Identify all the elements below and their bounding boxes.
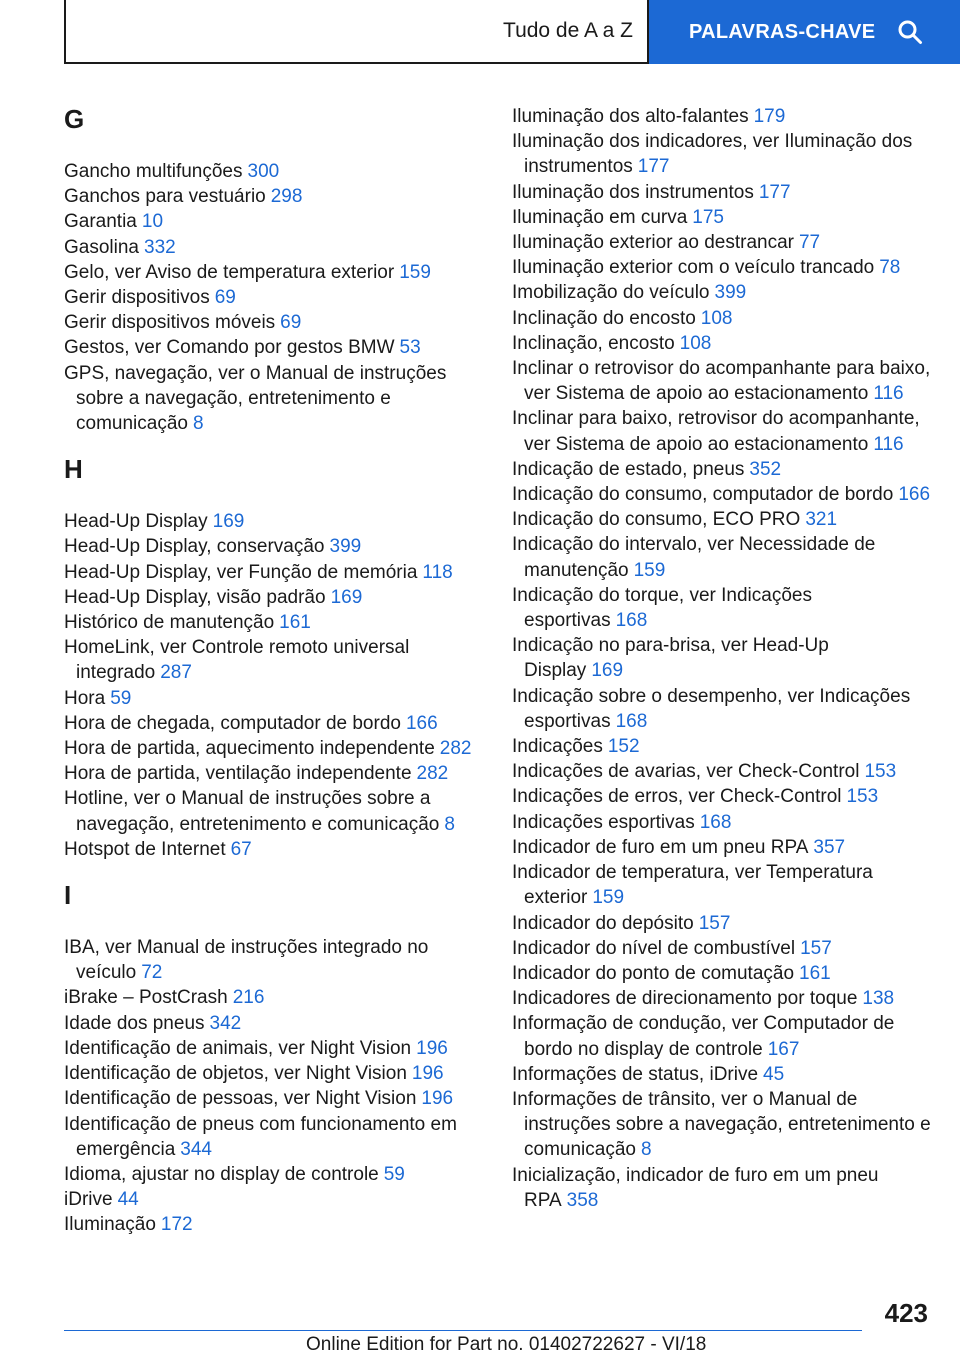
index-entry [64,610,484,635]
page-link[interactable]: 300 [247,161,280,182]
page-link[interactable]: 153 [846,786,879,808]
page-link[interactable]: 282 [416,763,449,785]
index-entry-text: Hora de partida, ventilação independente [64,763,412,785]
page-number: 423 [884,1298,928,1328]
index-entry [64,235,484,260]
index-entry [64,560,484,585]
index-entry [512,1062,932,1087]
index-entry-text: Hotspot de Internet [64,838,226,860]
index-entry-text: Iluminação exterior com o veículo trancado [512,257,875,279]
index-entry [64,509,484,534]
index-entry-text: Indicador de furo em um pneu RPA [512,836,809,858]
index-entry [512,784,932,809]
page-link[interactable]: 69 [214,287,236,309]
page-link[interactable]: 342 [209,1012,242,1034]
index-entry [64,335,484,360]
page-link[interactable]: 196 [421,1088,454,1110]
page-link[interactable]: 161 [279,612,311,634]
index-entry [512,406,932,456]
page-link[interactable]: 138 [862,988,895,1010]
index-entry-text: Gancho multifunções [64,161,243,182]
index-entry-text: Informações de trânsito, ver o Manual de instruções sobre a navegação, entretenimento e comunicação [512,1088,931,1161]
index-entry [512,835,932,860]
page-link[interactable]: 358 [566,1189,599,1211]
index-entry-text: Idade dos pneus [64,1012,205,1034]
index-entry [512,759,932,784]
index-entry-text: Indicação do intervalo, ver Necessidade de manutenção [512,534,876,581]
index-entry-text: Gasolina [64,236,139,258]
edition-label: Online Edition for Part no. 01402722627 - VI/18 [306,1334,707,1355]
page-link[interactable]: 44 [117,1189,139,1211]
index-entry [512,482,932,507]
page-link[interactable]: 172 [160,1214,193,1236]
page-link[interactable]: 298 [270,186,303,208]
index-entry-text: Indicador do nível de combustível [512,937,796,959]
index-entry-text: Hotline, ver o Manual de instruções sobre a navegação, entretenimento e comunicação [64,788,440,835]
index-entry [64,1011,484,1036]
page-link[interactable]: 161 [799,962,831,984]
page-link[interactable]: 282 [439,738,472,760]
index-entry-text: Imobilização do veículo [512,282,710,304]
index-entry [512,911,932,936]
tab-keywords[interactable] [649,0,960,64]
page-link[interactable]: 159 [633,559,666,581]
index-entry [64,209,484,234]
page-link[interactable]: 157 [698,912,731,934]
page-link[interactable]: 177 [758,181,791,203]
index-entry-text: Indicação do consumo, ECO PRO [512,509,801,531]
page-link[interactable]: 167 [767,1038,800,1060]
index-entry [64,761,484,786]
page-link[interactable]: 175 [692,206,724,228]
index-entry [64,786,484,836]
index-entry [512,1087,932,1163]
tab-a-to-z[interactable] [64,0,649,64]
index-entry [64,585,484,610]
page-link[interactable]: 59 [110,687,132,709]
page-link[interactable]: 10 [141,211,164,233]
page-link[interactable]: 59 [383,1163,405,1185]
page-link[interactable]: 357 [813,836,846,858]
index-entry [512,507,932,532]
index-entry-text: Indicação de estado, pneus [512,458,745,480]
index-entry [512,205,932,230]
page-link[interactable]: 196 [416,1037,448,1059]
index-entry [512,583,932,633]
index-entry [512,961,932,986]
index-entry [64,1212,484,1237]
index-entry [64,260,484,285]
page-link[interactable]: 177 [637,156,670,178]
index-entry-text: Indicações de erros, ver Check-Control [512,786,842,808]
index-entry-text: Idioma, ajustar no display de controle [64,1163,379,1185]
index-entry [512,230,932,255]
index-entry-text: Inicialização, indicador de furo em um pneu RPA [512,1164,879,1211]
index-entry [64,935,484,985]
page-link[interactable]: 69 [280,312,302,334]
index-entry [64,361,484,437]
page-link[interactable]: 159 [399,261,431,283]
index-entry [64,1086,484,1111]
index-entry-text: GPS, navegação, ver o Manual de instruções sobre a navegação, entretenimento e comunicação [64,362,447,435]
index-entry [512,532,932,582]
index-entry [512,1163,932,1213]
page-link[interactable]: 179 [753,106,786,127]
index-entry-text: Inclinação, encosto [512,332,675,354]
section-letter: G [64,104,85,134]
page-link[interactable]: 169 [212,511,245,533]
index-entry [64,837,484,862]
index-entry-text: Indicação no para-brisa, ver Head-Up Display [512,635,829,682]
page-link[interactable]: 78 [879,257,901,279]
page-link[interactable]: 153 [864,761,897,783]
page-link[interactable]: 45 [763,1063,785,1085]
index-entry [64,1187,484,1212]
index-entry-text: Histórico de manutenção [64,612,275,634]
index-entry-text: Inclinar para baixo, retrovisor do acompanhante, ver Sistema de apoio ao estacionamento [512,408,920,455]
index-entry-text: Iluminação dos alto-falantes [512,106,749,127]
page-link[interactable]: 67 [230,838,252,860]
page-link[interactable]: 72 [141,962,163,984]
index-entry-text: Inclinar o retrovisor do acompanhante para baixo, ver Sistema de apoio ao estacionamento [512,358,931,405]
index-entry [512,255,932,280]
index-entry [512,280,932,305]
page-link[interactable]: 169 [330,586,363,608]
index-entry [512,633,932,683]
index-entry-text: HomeLink, ver Controle remoto universal integrado [64,637,410,684]
index-entry-text: Iluminação [64,1214,156,1236]
index-entry-text: Identificação de pessoas, ver Night Vision [64,1088,417,1110]
page-link[interactable]: 168 [615,610,648,632]
page-link[interactable]: 166 [898,484,931,506]
index-entry-text: Hora [64,687,106,709]
index-column-right [512,104,932,1213]
page-link[interactable]: 168 [615,710,648,732]
index-entry-text: iBrake – PostCrash [64,987,228,1009]
page-link[interactable]: 216 [232,987,265,1009]
index-entry [64,310,484,335]
index-entry-text: Indicações de avarias, ver Check-Control [512,761,860,783]
index-entry [64,159,484,184]
index-entry-text: Informação de condução, ver Computador de bordo no display de controle [512,1013,895,1060]
index-entry [512,860,932,910]
index-entry [64,711,484,736]
page-link[interactable]: 287 [160,662,192,684]
index-entry-text: Identificação de pneus com funcionamento em emergência [64,1113,457,1160]
index-entry-text: Head-Up Display, conservação [64,536,325,558]
index-entry-text: Gestos, ver Comando por gestos BMW [64,337,395,359]
index-entry [64,184,484,209]
page-link[interactable]: 169 [591,660,624,682]
page-link[interactable]: 166 [405,712,438,734]
index-section [64,880,484,1237]
index-entry-text: Indicações esportivas [512,811,695,833]
index-entry [512,936,932,961]
index-entry [64,1061,484,1086]
page-link[interactable]: 8 [640,1139,652,1161]
page-link[interactable]: 344 [180,1138,212,1160]
index-entry-text: Iluminação exterior ao destrancar [512,232,794,254]
index-entry-text: Indicações [512,736,603,758]
page-link[interactable]: 108 [679,332,712,354]
page-link[interactable]: 168 [699,811,732,833]
index-column-left [64,100,484,1238]
index-entry-text: Iluminação em curva [512,206,688,228]
index-entry [512,180,932,205]
index-entry [512,457,932,482]
index-entry-text: Head-Up Display [64,511,208,533]
index-entry [512,810,932,835]
top-navigation [64,0,960,64]
index-entry [64,1036,484,1061]
page-link[interactable]: 53 [399,337,421,359]
index-entry-text: iDrive [64,1189,113,1211]
index-entry [64,635,484,685]
index-entry [512,306,932,331]
index-entry [512,684,932,734]
index-entry-text: Indicadores de direcionamento por toque [512,988,858,1010]
footer-divider [64,1330,862,1331]
footer-edition [306,1334,706,1356]
index-entry [64,985,484,1010]
page-link[interactable]: 321 [805,509,838,531]
tab-a-to-z-label: Tudo de A a Z [503,19,633,42]
index-entry-text: Head-Up Display, visão padrão [64,586,326,608]
index-entry-text: Identificação de objetos, ver Night Vision [64,1063,407,1085]
index-entry-text: Indicação do consumo, computador de bordo [512,484,894,506]
index-entry-text: Indicação do torque, ver Indicações esportivas [512,584,812,632]
index-entry-text: Ganchos para vestuário [64,186,266,208]
index-entry-text: Indicador de temperatura, ver Temperatura exterior [512,862,873,909]
page-link[interactable]: 399 [329,536,362,558]
index-entry [512,331,932,356]
index-section [64,104,484,436]
index-entry [64,534,484,559]
index-entry [64,686,484,711]
index-entry [512,104,932,129]
page-link[interactable]: 116 [873,383,904,405]
index-entry [512,356,932,406]
index-entry [512,986,932,1011]
page-link[interactable]: 77 [798,232,821,254]
page-link[interactable]: 118 [422,561,453,583]
index-entry-text: Head-Up Display, ver Função de memória [64,561,418,583]
page-link[interactable]: 116 [873,433,904,455]
page-link[interactable]: 152 [607,736,640,758]
page-link[interactable]: 159 [592,887,625,909]
index-entry [64,285,484,310]
index-entry-text: Identificação de animais, ver Night Vision [64,1037,412,1059]
index-entry-text: Indicador do ponto de comutação [512,962,795,984]
index-entry-text: Iluminação dos instrumentos [512,181,754,203]
page-link[interactable]: 8 [444,813,455,835]
index-entry-text: Hora de partida, aquecimento independente [64,738,435,760]
index-entry [512,1011,932,1061]
page-link[interactable]: 196 [411,1063,444,1085]
index-entry-text: Garantia [64,211,137,233]
index-entry-text: Hora de chegada, computador de bordo [64,712,401,734]
index-entry [512,129,932,179]
page-link[interactable]: 108 [700,307,733,329]
index-entry [64,1162,484,1187]
index-entry [64,1112,484,1162]
section-letter: H [64,454,83,485]
page-link[interactable]: 399 [714,282,747,304]
index-entry-text: Indicação sobre o desempenho, ver Indicações esportivas [512,685,911,732]
index-section [64,454,484,862]
tab-keywords-label: PALAVRAS-CHAVE [689,20,876,43]
page-link[interactable]: 8 [192,413,204,435]
index-entry-text: Indicador do depósito [512,912,694,934]
index-entry-text: IBA, ver Manual de instruções integrado no veículo [64,937,429,984]
search-icon [897,19,923,45]
index-entry-text: Gelo, ver Aviso de temperatura exterior [64,261,395,283]
index-entry-text: Gerir dispositivos [64,287,210,309]
index-entry [512,734,932,759]
index-entry-text: Iluminação dos indicadores, ver Iluminação dos instrumentos [512,131,913,178]
section-letter: I [64,880,72,911]
page-link[interactable]: 352 [749,458,782,480]
index-entry [64,736,484,761]
page-link[interactable]: 332 [144,236,176,258]
index-entry-text: Inclinação do encosto [512,307,696,329]
index-entry-text: Informações de status, iDrive [512,1063,759,1085]
index-entry-text: Gerir dispositivos móveis [64,312,276,334]
page-link[interactable]: 157 [800,937,832,959]
